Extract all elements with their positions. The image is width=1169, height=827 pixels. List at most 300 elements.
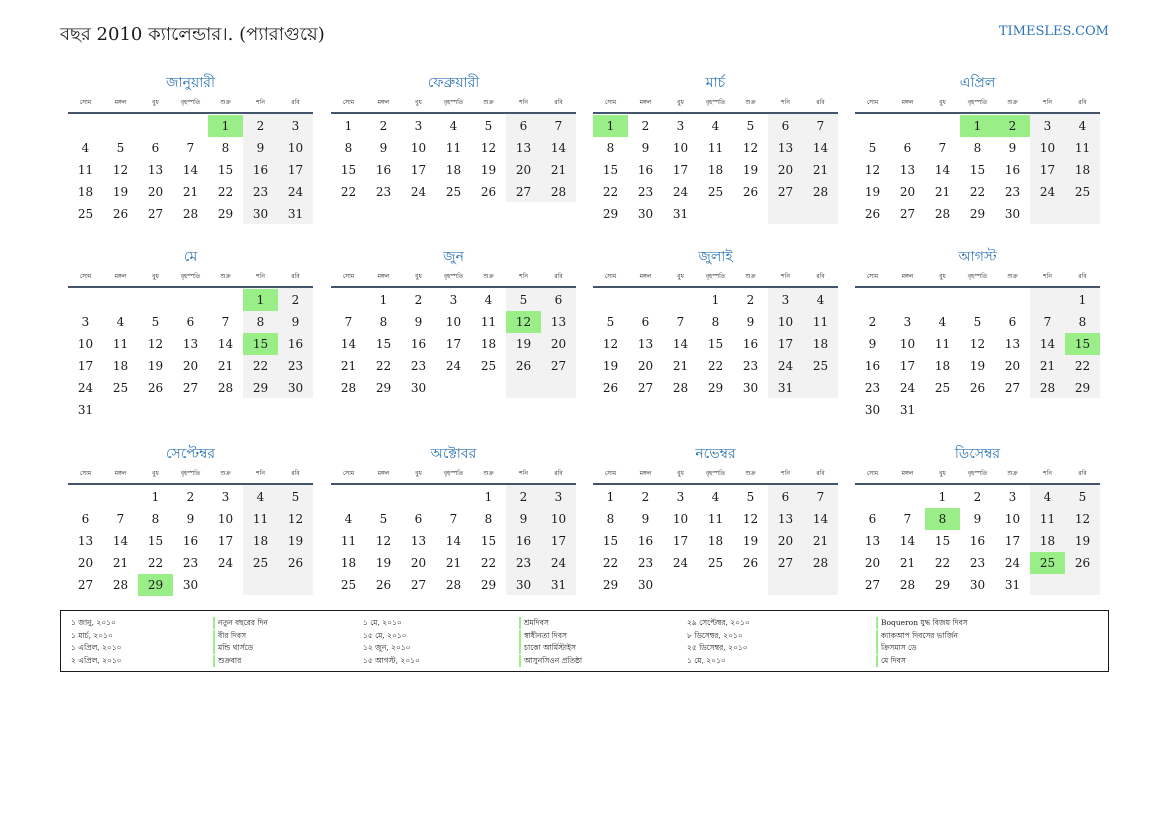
weekday-label: মঙ্গল [901,470,914,477]
day-cell: 12 [864,163,881,177]
day-cell: 17 [445,337,462,351]
day-cell: 10 [550,512,567,526]
day-cell: 4 [938,315,947,329]
day-cell: 20 [77,556,94,570]
day-cell: 20 [515,163,532,177]
weekday-label: মঙ্গল [377,273,390,280]
day-cell: 22 [1074,359,1091,373]
weekday-label: শুক্র [745,99,756,106]
day-cell: 9 [641,512,650,526]
weekday-label: বুধ [939,470,946,477]
day-cell: 3 [1008,490,1017,504]
weekday-header [855,94,1100,114]
weekday-label: রবি [816,99,825,106]
day-cell: 22 [934,556,951,570]
day-cell: 27 [77,578,94,592]
day-cell: 5 [484,119,493,133]
day-cell: 7 [449,512,458,526]
day-cell: 24 [1004,556,1021,570]
weekday-header [68,465,313,485]
day-cell: 24 [672,556,689,570]
day-cell: 20 [864,556,881,570]
day-cell: 20 [410,556,427,570]
weekday-label: রবি [1078,99,1087,106]
day-cell: 27 [1004,381,1021,395]
day-cell: 4 [711,490,720,504]
day-cell: 21 [672,359,689,373]
day-cell: 12 [112,163,129,177]
day-cell: 9 [519,512,528,526]
day-cell: 1 [711,293,720,307]
day-cell: 6 [868,512,877,526]
weekday-label: সোম [604,273,617,280]
day-cell: 29 [252,381,269,395]
day-cell: 20 [147,185,164,199]
day-cell: 26 [147,381,164,395]
day-cell: 10 [1004,512,1021,526]
day-cell: 7 [344,315,353,329]
day-cell: 11 [707,141,724,155]
day-cell: 8 [606,512,615,526]
day-cell: 11 [77,163,94,177]
day-cell: 3 [1043,119,1052,133]
day-cell: 11 [340,534,357,548]
day-cell: 3 [554,490,563,504]
day-cell: 13 [864,534,881,548]
holiday-day: 2 [995,115,1030,137]
day-cell: 17 [217,534,234,548]
day-cell: 2 [746,293,755,307]
day-cell: 23 [252,185,269,199]
weekday-label: শুক্র [220,273,231,280]
weekday-label: রবি [1078,273,1087,280]
day-cell: 9 [379,141,388,155]
day-cell: 26 [602,381,619,395]
legend-date: ১ এপ্রিল, ২০১০ [71,643,122,652]
weekday-label: বুধ [152,273,159,280]
day-cell: 29 [602,578,619,592]
day-grid [593,288,838,422]
day-cell: 9 [291,315,300,329]
day-cell: 3 [781,293,790,307]
month-name: ফেব্রুয়ারী [427,75,480,91]
weekday-label: শুক্র [1007,99,1018,106]
day-cell: 26 [375,578,392,592]
day-cell: 4 [344,512,353,526]
month-block [855,246,1100,422]
weekday-label: শনি [781,99,790,106]
weekday-label: বৃহস্পতি [443,470,464,477]
day-cell: 10 [672,141,689,155]
day-cell: 4 [711,119,720,133]
day-cell: 26 [1074,556,1091,570]
day-cell: 23 [864,381,881,395]
day-cell: 18 [707,163,724,177]
day-cell: 5 [116,141,125,155]
day-cell: 20 [1004,359,1021,373]
weekday-label: রবি [816,470,825,477]
day-cell: 11 [812,315,829,329]
day-cell: 29 [934,578,951,592]
day-cell: 5 [519,293,528,307]
weekday-label: বুধ [677,99,684,106]
day-cell: 22 [707,359,724,373]
day-cell: 28 [672,381,689,395]
weekday-label: শুক্র [483,273,494,280]
legend-holiday-name: Boqueron যুদ্ধ বিজয় দিবস [876,617,968,629]
day-cell: 27 [777,556,794,570]
day-cell: 11 [707,512,724,526]
day-cell: 19 [515,337,532,351]
day-cell: 2 [414,293,423,307]
day-cell: 25 [340,578,357,592]
day-cell: 7 [676,315,685,329]
day-cell: 25 [812,359,829,373]
day-cell: 5 [379,512,388,526]
weekday-label: বৃহস্পতি [967,470,988,477]
day-cell: 5 [151,315,160,329]
weekday-label: রবি [554,273,563,280]
day-cell: 24 [445,359,462,373]
weekday-label: রবি [291,99,300,106]
day-cell: 25 [480,359,497,373]
day-cell: 14 [899,534,916,548]
weekday-label: শুক্র [483,470,494,477]
day-cell: 11 [1074,141,1091,155]
day-cell: 3 [676,119,685,133]
day-cell: 13 [777,141,794,155]
day-cell: 18 [707,534,724,548]
day-cell: 25 [445,185,462,199]
day-cell: 26 [112,207,129,221]
day-cell: 18 [1074,163,1091,177]
day-cell: 30 [969,578,986,592]
month-name: মে [183,249,198,265]
weekday-label: শনি [781,470,790,477]
day-cell: 10 [1039,141,1056,155]
weekday-label: সোম [604,99,617,106]
day-cell: 15 [147,534,164,548]
day-cell: 23 [969,556,986,570]
day-cell: 10 [77,337,94,351]
day-cell: 24 [410,185,427,199]
day-cell: 19 [375,556,392,570]
day-cell: 5 [746,119,755,133]
weekday-label: বুধ [939,273,946,280]
day-cell: 24 [287,185,304,199]
day-cell: 6 [903,141,912,155]
day-cell: 21 [217,359,234,373]
day-cell: 12 [602,337,619,351]
day-cell: 25 [707,185,724,199]
day-cell: 14 [182,163,199,177]
day-cell: 26 [742,185,759,199]
day-cell: 5 [1078,490,1087,504]
day-cell: 3 [221,490,230,504]
day-cell: 15 [217,163,234,177]
day-cell: 12 [287,512,304,526]
day-cell: 16 [742,337,759,351]
day-cell: 21 [182,185,199,199]
day-cell: 16 [287,337,304,351]
weekday-label: বৃহস্পতি [705,99,726,106]
day-cell: 11 [112,337,129,351]
day-cell: 30 [637,207,654,221]
day-cell: 4 [1043,490,1052,504]
legend-holiday-name: ক্যাকআপ দিবসের ভার্জিন [876,630,958,642]
weekday-label: শনি [519,470,528,477]
day-cell: 20 [550,337,567,351]
day-cell: 25 [112,381,129,395]
legend-holiday-name: বীর দিবস [213,630,246,642]
day-cell: 14 [1039,337,1056,351]
day-cell: 24 [672,185,689,199]
day-grid [855,114,1100,248]
weekday-label: বুধ [415,470,422,477]
day-cell: 30 [287,381,304,395]
legend-holiday-name: মে দিবস [876,655,906,667]
day-cell: 17 [899,359,916,373]
day-cell: 6 [414,512,423,526]
day-cell: 6 [554,293,563,307]
weekday-header [331,465,576,485]
day-cell: 11 [252,512,269,526]
day-cell: 23 [410,359,427,373]
day-cell: 24 [77,381,94,395]
day-cell: 4 [449,119,458,133]
weekday-label: শনি [256,470,265,477]
day-cell: 1 [344,119,353,133]
day-cell: 5 [746,490,755,504]
weekday-label: শনি [519,99,528,106]
day-cell: 13 [637,337,654,351]
weekday-header [593,94,838,114]
day-cell: 21 [550,163,567,177]
weekday-label: রবি [816,273,825,280]
legend-date: ২৫ ডিসেম্বর, ২০১০ [687,643,748,652]
day-cell: 9 [973,512,982,526]
day-cell: 23 [637,185,654,199]
day-cell: 8 [221,141,230,155]
weekday-label: বৃহস্পতি [180,99,201,106]
day-cell: 13 [550,315,567,329]
day-cell: 1 [484,490,493,504]
day-cell: 16 [515,534,532,548]
day-cell: 13 [147,163,164,177]
day-cell: 6 [781,490,790,504]
day-cell: 12 [969,337,986,351]
day-cell: 9 [641,141,650,155]
day-cell: 1 [1078,293,1087,307]
weekday-label: মঙ্গল [377,99,390,106]
day-cell: 7 [816,119,825,133]
day-cell: 7 [938,141,947,155]
day-cell: 2 [256,119,265,133]
weekday-label: শুক্র [220,99,231,106]
day-cell: 8 [344,141,353,155]
weekday-label: শুক্র [1007,470,1018,477]
day-cell: 14 [812,512,829,526]
month-block [68,72,313,248]
legend-date: ২ এপ্রিল, ২০১০ [71,655,122,665]
holiday-day: 12 [506,311,541,333]
weekday-label: মঙ্গল [639,273,652,280]
day-cell: 28 [550,185,567,199]
day-cell: 27 [864,578,881,592]
weekday-header [593,268,838,288]
day-cell: 12 [742,512,759,526]
day-cell: 3 [676,490,685,504]
weekday-header [68,94,313,114]
legend-date: ১ মে, ২০১০ [687,655,726,665]
weekday-label: শনি [1043,470,1052,477]
day-cell: 20 [637,359,654,373]
holiday-day: 1 [593,115,628,137]
day-cell: 2 [519,490,528,504]
day-cell: 31 [77,403,94,417]
day-cell: 3 [291,119,300,133]
day-cell: 26 [864,207,881,221]
day-cell: 9 [1008,141,1017,155]
day-cell: 14 [445,534,462,548]
day-cell: 31 [550,578,567,592]
holiday-day: 8 [925,508,960,530]
day-cell: 28 [934,207,951,221]
day-cell: 6 [1008,315,1017,329]
day-cell: 2 [186,490,195,504]
weekday-label: মঙ্গল [377,470,390,477]
month-name: এপ্রিল [959,75,996,91]
weekday-label: সোম [866,273,879,280]
day-cell: 5 [291,490,300,504]
day-cell: 25 [934,381,951,395]
legend-date: ১২ জুন, ২০১০ [363,643,411,652]
legend-date: ১ মে, ২০১০ [363,618,402,627]
day-cell: 29 [707,381,724,395]
day-cell: 23 [1004,185,1021,199]
month-block [331,443,576,619]
month-block [855,72,1100,248]
weekday-label: মঙ্গল [639,99,652,106]
day-cell: 31 [672,207,689,221]
day-cell: 25 [252,556,269,570]
month-name: সেপ্টেম্বর [165,446,216,462]
day-cell: 24 [777,359,794,373]
site-link[interactable]: TIMESLES.COM [998,24,1109,39]
weekday-label: শনি [1043,273,1052,280]
weekday-label: মঙ্গল [639,470,652,477]
day-cell: 19 [969,359,986,373]
legend-holiday-name: মন্ডি থার্সডে [213,642,253,654]
month-name: জুলাই [698,249,733,265]
day-cell: 19 [742,163,759,177]
legend-date: ১ জানু, ২০১০ [71,618,116,627]
day-cell: 16 [182,534,199,548]
day-cell: 21 [1039,359,1056,373]
weekday-label: মঙ্গল [114,470,127,477]
day-cell: 19 [287,534,304,548]
day-cell: 11 [480,315,497,329]
day-cell: 28 [899,578,916,592]
day-cell: 1 [151,490,160,504]
day-grid [331,288,576,422]
weekday-label: শনি [519,273,528,280]
day-cell: 20 [899,185,916,199]
day-cell: 1 [606,490,615,504]
day-cell: 29 [375,381,392,395]
day-cell: 15 [480,534,497,548]
day-grid [593,114,838,248]
month-block [331,72,576,248]
day-cell: 10 [445,315,462,329]
weekday-header [331,94,576,114]
day-cell: 15 [375,337,392,351]
weekday-label: বৃহস্পতি [443,273,464,280]
day-cell: 17 [777,337,794,351]
day-cell: 21 [112,556,129,570]
day-cell: 18 [340,556,357,570]
day-cell: 4 [484,293,493,307]
day-cell: 13 [77,534,94,548]
day-cell: 17 [550,534,567,548]
day-cell: 12 [1074,512,1091,526]
weekday-label: বুধ [677,273,684,280]
day-cell: 3 [414,119,423,133]
day-cell: 7 [816,490,825,504]
day-cell: 28 [1039,381,1056,395]
day-cell: 16 [375,163,392,177]
weekday-label: সোম [342,99,355,106]
weekday-label: বৃহস্পতি [180,273,201,280]
month-name: জানুয়ারী [166,75,215,91]
day-cell: 23 [637,556,654,570]
day-cell: 23 [375,185,392,199]
day-cell: 4 [81,141,90,155]
day-cell: 22 [375,359,392,373]
day-cell: 27 [515,185,532,199]
day-cell: 25 [77,207,94,221]
day-cell: 28 [445,578,462,592]
weekday-label: মঙ্গল [114,99,127,106]
day-cell: 13 [515,141,532,155]
day-cell: 6 [151,141,160,155]
day-cell: 28 [112,578,129,592]
day-cell: 6 [81,512,90,526]
weekday-label: শুক্র [1007,273,1018,280]
day-cell: 6 [781,119,790,133]
day-cell: 6 [641,315,650,329]
weekday-label: সোম [866,99,879,106]
day-grid [593,485,838,619]
day-cell: 2 [868,315,877,329]
day-cell: 8 [151,512,160,526]
day-cell: 21 [445,556,462,570]
day-cell: 7 [186,141,195,155]
day-cell: 1 [938,490,947,504]
day-cell: 17 [672,534,689,548]
holiday-day: 29 [138,574,173,596]
day-cell: 14 [934,163,951,177]
day-cell: 27 [550,359,567,373]
day-cell: 13 [777,512,794,526]
day-cell: 11 [445,141,462,155]
day-cell: 9 [868,337,877,351]
day-cell: 15 [602,534,619,548]
weekday-header [855,268,1100,288]
month-block [593,72,838,248]
day-grid [331,485,576,619]
weekday-label: শনি [1043,99,1052,106]
